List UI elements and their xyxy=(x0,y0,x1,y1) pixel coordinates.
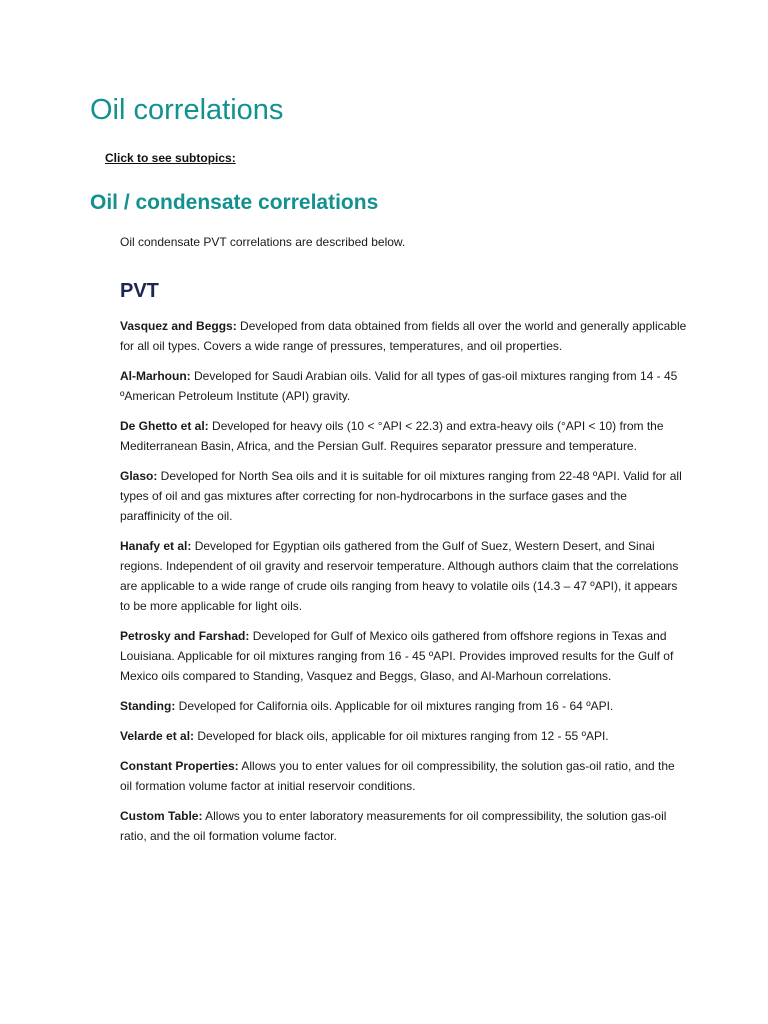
entry-term: Custom Table: xyxy=(120,809,203,823)
entry-description: Allows you to enter values for oil compressibility, the solution gas-oil ratio, and the oil formation volume factor at initial reservoir conditions. xyxy=(120,759,675,793)
entry-description: Developed for Gulf of Mexico oils gathered from offshore regions in Texas and Louisiana. Applicable for oil mixtures ranging from 16 - 45 ºAPI. Provides improved results for the Gulf of Mexico oils compared to Standing, Vasquez and Beggs, Glaso, and Al-Marhoun correlations. xyxy=(120,629,674,683)
correlation-entry-de-ghetto xyxy=(120,416,688,456)
entry-description: Developed from data obtained from fields all over the world and generally applicable for all oil types. Covers a wide range of pressures, temperatures, and oil properties. xyxy=(120,319,687,353)
entry-description: Allows you to enter laboratory measurements for oil compressibility, the solution gas-oil ratio, and the oil formation volume factor. xyxy=(120,809,667,843)
subsection-title: PVT xyxy=(120,280,159,302)
correlation-entry-constant-properties xyxy=(120,756,688,796)
entry-description: Developed for California oils. Applicable for oil mixtures ranging from 16 - 64 ºAPI. xyxy=(175,699,614,713)
entry-term: Constant Properties: xyxy=(120,759,239,773)
entry-term: Glaso: xyxy=(120,469,158,483)
entry-term: Hanafy et al: xyxy=(120,539,192,553)
correlation-entry-custom-table xyxy=(120,806,688,846)
correlation-entry-petrosky-farshad xyxy=(120,626,688,686)
entry-term: Petrosky and Farshad: xyxy=(120,629,250,643)
section-title: Oil / condensate correlations xyxy=(90,191,379,214)
correlation-entry-glaso xyxy=(120,466,688,526)
entry-term: Standing: xyxy=(120,699,176,713)
entry-description: Developed for Egyptian oils gathered from the Gulf of Suez, Western Desert, and Sinai regions. Independent of oil gravity and reservoir temperature. Although authors claim that the correlations are applicable to a wide range of crude oils ranging from heavy to volatile oils (14.3 – 47 ºAPI), it appears to be more applicable for light oils. xyxy=(120,539,679,613)
entry-term: Vasquez and Beggs: xyxy=(120,319,237,333)
correlation-entry-al-marhoun xyxy=(120,366,688,406)
correlation-entry-velarde xyxy=(120,726,688,746)
correlation-entry-standing xyxy=(120,696,688,716)
entry-description: Developed for Saudi Arabian oils. Valid for all types of gas-oil mixtures ranging from 14 - 45 ºAmerican Petroleum Institute (API) gravity. xyxy=(120,369,678,403)
entry-description: Developed for North Sea oils and it is suitable for oil mixtures ranging from 22-48 ºAPI. Valid for all types of oil and gas mixtures after correcting for non-hydrocarbons in the surface gases and the paraffinicity of the oil. xyxy=(120,469,682,523)
subtopics-link[interactable]: Click to see subtopics: xyxy=(105,151,236,165)
entry-description: Developed for black oils, applicable for oil mixtures ranging from 12 - 55 ºAPI. xyxy=(194,729,609,743)
entry-term: De Ghetto et al: xyxy=(120,419,209,433)
intro-paragraph: Oil condensate PVT correlations are described below. xyxy=(120,235,406,249)
correlation-list xyxy=(120,316,688,856)
entry-description: Developed for heavy oils (10 < °API < 22.3) and extra-heavy oils (°API < 10) from the Mediterranean Basin, Africa, and the Persian Gulf. Requires separator pressure and temperature. xyxy=(120,419,664,453)
correlation-entry-vasquez-beggs xyxy=(120,316,688,356)
correlation-entry-hanafy xyxy=(120,536,688,616)
entry-term: Velarde et al: xyxy=(120,729,195,743)
entry-term: Al-Marhoun: xyxy=(120,369,191,383)
page-title: Oil correlations xyxy=(90,94,284,126)
